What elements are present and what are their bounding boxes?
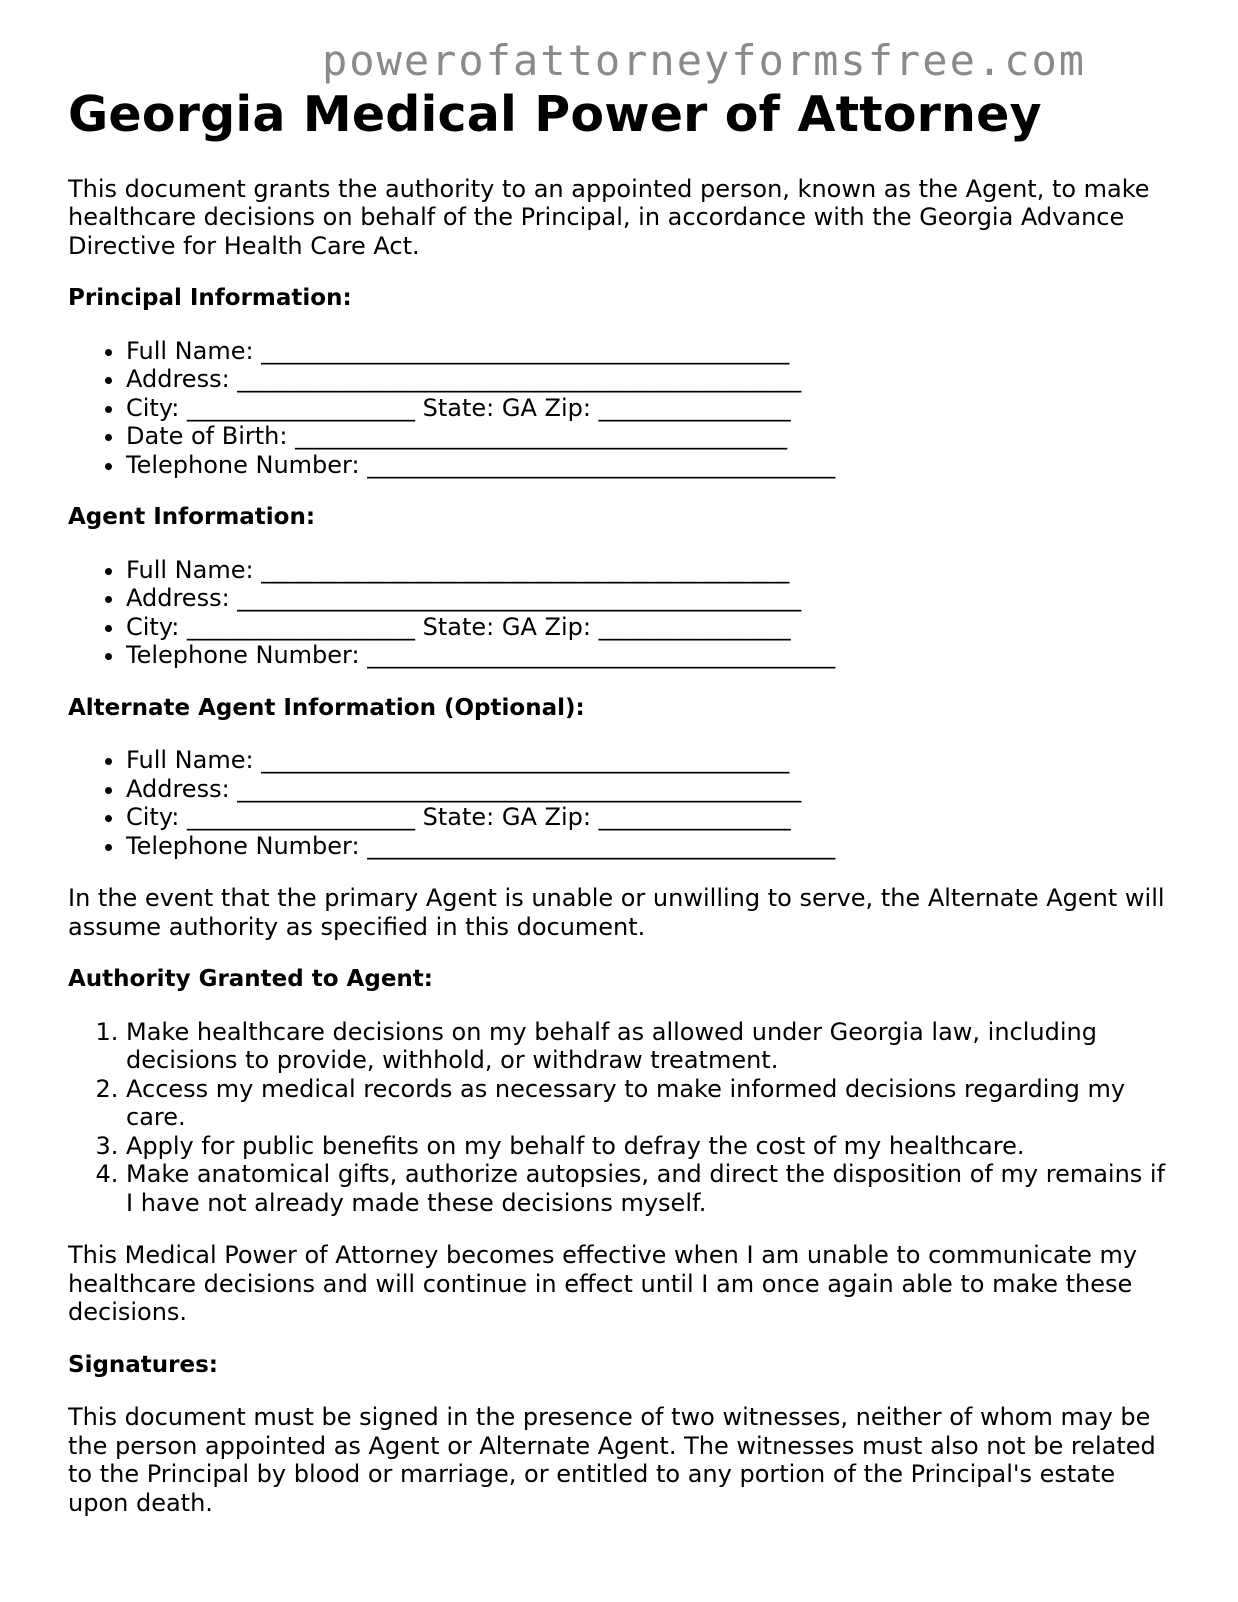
authority-list — [68, 1018, 1178, 1218]
alternate-city-state-zip-field[interactable]: • City: ___________________ State: GA Zip: ________________ — [126, 803, 1178, 832]
agent-fields — [68, 556, 1178, 670]
principal-address-field[interactable]: • Address: _______________________________________________ — [126, 365, 1178, 394]
agent-telephone-field[interactable]: • Telephone Number: _______________________________________ — [126, 641, 1178, 670]
principal-telephone-field[interactable]: • Telephone Number: _______________________________________ — [126, 451, 1178, 480]
authority-heading: Authority Granted to Agent: — [68, 966, 433, 993]
alternate-address-field[interactable]: • Address: _______________________________________________ — [126, 775, 1178, 804]
authority-item: 4. Make anatomical gifts, authorize autopsies, and direct the disposition of my remains if I have not already made these decisions myself. — [126, 1160, 1178, 1217]
alternate-full-name-field[interactable]: • Full Name: ____________________________________________ — [126, 746, 1178, 775]
principal-heading: Principal Information: — [68, 285, 352, 312]
alternate-agent-heading: Alternate Agent Information (Optional): — [68, 694, 585, 721]
intro-paragraph: This document grants the authority to an appointed person, known as the Agent, to make healthcare decisions on behalf of the Principal, in accordance with the Georgia Advance Directive for Health Care Act. — [68, 174, 1150, 260]
alternate-telephone-field[interactable]: • Telephone Number: _______________________________________ — [126, 832, 1178, 861]
agent-heading: Agent Information: — [68, 504, 316, 531]
page-title: Georgia Medical Power of Attorney — [68, 86, 1042, 143]
principal-dob-field[interactable]: • Date of Birth: _________________________________________ — [126, 422, 1178, 451]
site-watermark: powerofattorneyformsfree.com — [322, 36, 1087, 85]
document-page — [68, 86, 1178, 1517]
agent-address-field[interactable]: • Address: _______________________________________________ — [126, 584, 1178, 613]
principal-city-state-zip-field[interactable]: • City: ___________________ State: GA Zip: ________________ — [126, 394, 1178, 423]
signatures-paragraph: This document must be signed in the presence of two witnesses, neither of whom may be the person appointed as Agent or Alternate Agent. The witnesses must also not be related to the Principal by blood or marriage, or entitled to any portion of the Principal's estate upon death. — [68, 1403, 1156, 1517]
authority-item: 2. Access my medical records as necessary to make informed decisions regarding my care. — [126, 1075, 1178, 1132]
principal-full-name-field[interactable]: • Full Name: ____________________________________________ — [126, 337, 1178, 366]
agent-full-name-field[interactable]: • Full Name: ____________________________________________ — [126, 556, 1178, 585]
agent-city-state-zip-field[interactable]: • City: ___________________ State: GA Zip: ________________ — [126, 613, 1178, 642]
signatures-heading: Signatures: — [68, 1351, 219, 1378]
alternate-agent-note: In the event that the primary Agent is unable or unwilling to serve, the Alternate Agent will assume authority as specified in this document. — [68, 884, 1165, 941]
alternate-agent-fields — [68, 746, 1178, 860]
authority-item: 3. Apply for public benefits on my behalf to defray the cost of my healthcare. — [126, 1132, 1178, 1161]
authority-item: 1. Make healthcare decisions on my behalf as allowed under Georgia law, including decisions to provide, withhold, or withdraw treatment. — [126, 1018, 1178, 1075]
effective-paragraph: This Medical Power of Attorney becomes effective when I am unable to communicate my healthcare decisions and will continue in effect until I am once again able to make these decisions. — [68, 1241, 1138, 1327]
principal-fields — [68, 337, 1178, 480]
